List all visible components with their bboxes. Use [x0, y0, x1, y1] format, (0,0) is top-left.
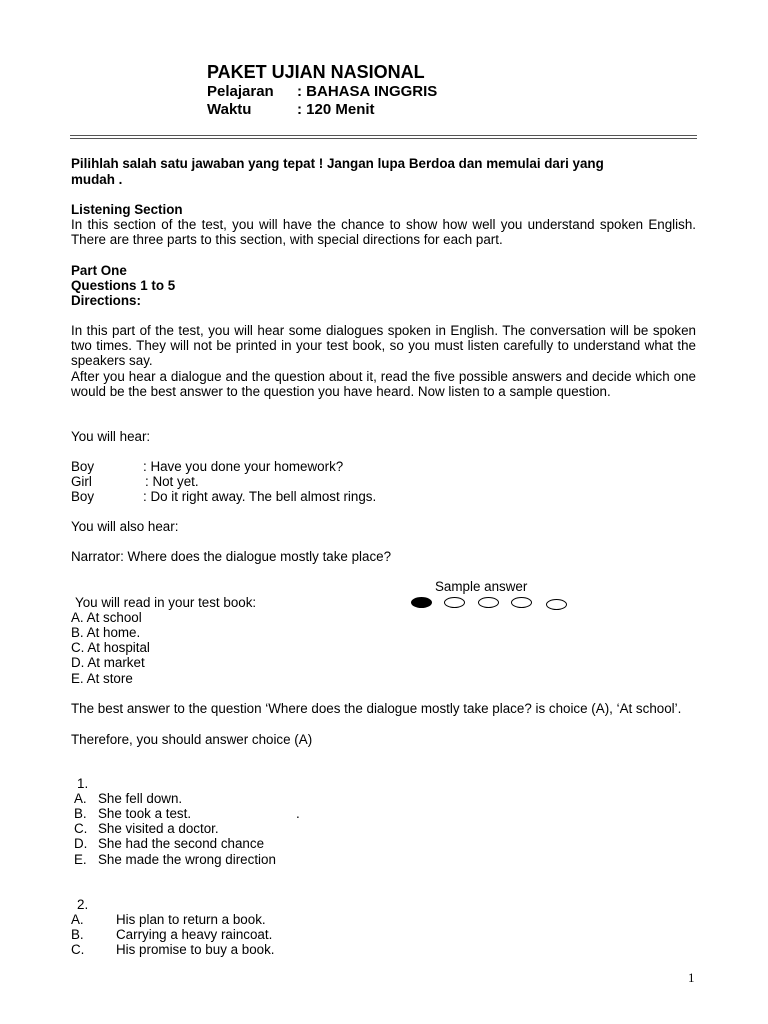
- sample-option-e: E. At store: [71, 671, 133, 686]
- time-label: Waktu: [207, 101, 252, 118]
- sample-option-b: B. At home.: [71, 625, 141, 640]
- dialogue-text: : Not yet.: [145, 474, 199, 489]
- question-option: [71, 912, 266, 927]
- answer-bubble: [511, 597, 532, 608]
- questions-range: Questions 1 to 5: [71, 278, 176, 293]
- option-letter: B.: [71, 927, 84, 942]
- option-letter: C.: [74, 821, 88, 836]
- option-text: She made the wrong direction: [98, 852, 276, 867]
- dialogue-line: [71, 459, 343, 474]
- answer-bubble: [478, 597, 499, 608]
- best-answer-text: The best answer to the question ‘Where does the dialogue mostly take place? is choice (A), ‘At school’.: [71, 701, 682, 716]
- answer-bubble: [444, 597, 465, 608]
- question-option: [71, 942, 275, 957]
- option-text: His plan to return a book.: [116, 912, 266, 927]
- instruction-line-1: Pilihlah salah satu jawaban yang tepat ! Jangan lupa Berdoa dan memulai dari yang: [71, 156, 604, 171]
- subject-row: [207, 83, 437, 100]
- directions-paragraph-2: After you hear a dialogue and the question about it, read the five possible answers and decide which one would be the best answer to the question you have heard. Now listen to a sample question.: [71, 369, 696, 400]
- listening-intro: In this section of the test, you will have the chance to show how well you understand spoken English. There are three parts to this section, with special directions for each part.: [71, 217, 696, 248]
- therefore-text: Therefore, you should answer choice (A): [71, 732, 313, 747]
- option-text: Carrying a heavy raincoat.: [116, 927, 273, 942]
- question-option: [71, 927, 272, 942]
- dialogue-speaker: Boy: [71, 489, 95, 504]
- subject-label: Pelajaran: [207, 83, 274, 100]
- dialogue-speaker: Boy: [71, 459, 95, 474]
- dialogue-speaker: Girl: [71, 474, 92, 489]
- sample-option-a: A. At school: [71, 610, 142, 625]
- option-text: She visited a doctor.: [98, 821, 219, 836]
- dialogue-text: : Have you done your homework?: [143, 459, 344, 474]
- question-option: [74, 821, 219, 836]
- answer-bubble: [546, 599, 567, 610]
- option-letter: D.: [74, 836, 88, 851]
- time-value: : 120 Menit: [297, 101, 375, 118]
- sample-answer-label: Sample answer: [435, 579, 528, 594]
- part-one-heading: Part One: [71, 263, 127, 278]
- dialogue-line: [71, 489, 376, 504]
- dialogue-line: [71, 474, 199, 489]
- exam-title: PAKET UJIAN NASIONAL: [207, 62, 425, 82]
- option-text: She took a test.: [98, 806, 192, 821]
- dialogue-text: : Do it right away. The bell almost rings.: [143, 489, 377, 504]
- question-number: 2.: [77, 897, 89, 912]
- read-in-test-book: You will read in your test book:: [75, 595, 257, 610]
- instruction-line-2: mudah .: [71, 172, 123, 187]
- question-option: [74, 852, 276, 867]
- stray-period: .: [296, 806, 300, 821]
- question-option: [74, 806, 191, 821]
- header-rule-top: [70, 135, 697, 136]
- subject-value: : BAHASA INGGRIS: [297, 83, 438, 100]
- you-will-also-hear: You will also hear:: [71, 519, 179, 534]
- option-letter: A.: [71, 912, 84, 927]
- answer-bubble-filled: [411, 597, 432, 608]
- you-will-hear: You will hear:: [71, 429, 151, 444]
- option-text: She had the second chance: [98, 836, 265, 851]
- sample-option-c: C. At hospital: [71, 640, 150, 655]
- option-letter: E.: [74, 852, 87, 867]
- option-letter: A.: [74, 791, 87, 806]
- option-text: His promise to buy a book.: [116, 942, 275, 957]
- page-number: 1: [688, 970, 695, 985]
- sample-option-d: D. At market: [71, 655, 145, 670]
- narrator-line: Narrator: Where does the dialogue mostly take place?: [71, 549, 392, 564]
- option-text: She fell down.: [98, 791, 183, 806]
- directions-paragraph-1: In this part of the test, you will hear some dialogues spoken in English. The conversation will be spoken two times. They will not be printed in your test book, so you must listen carefully to understand what the speakers say.: [71, 323, 696, 369]
- question-option: [74, 836, 264, 851]
- time-row: [207, 101, 375, 118]
- option-letter: C.: [71, 942, 85, 957]
- listening-heading: Listening Section: [71, 202, 183, 217]
- header-rule-bottom: [70, 138, 697, 139]
- option-letter: B.: [74, 806, 87, 821]
- question-option: [74, 791, 182, 806]
- directions-label: Directions:: [71, 293, 141, 308]
- question-number: 1.: [77, 776, 89, 791]
